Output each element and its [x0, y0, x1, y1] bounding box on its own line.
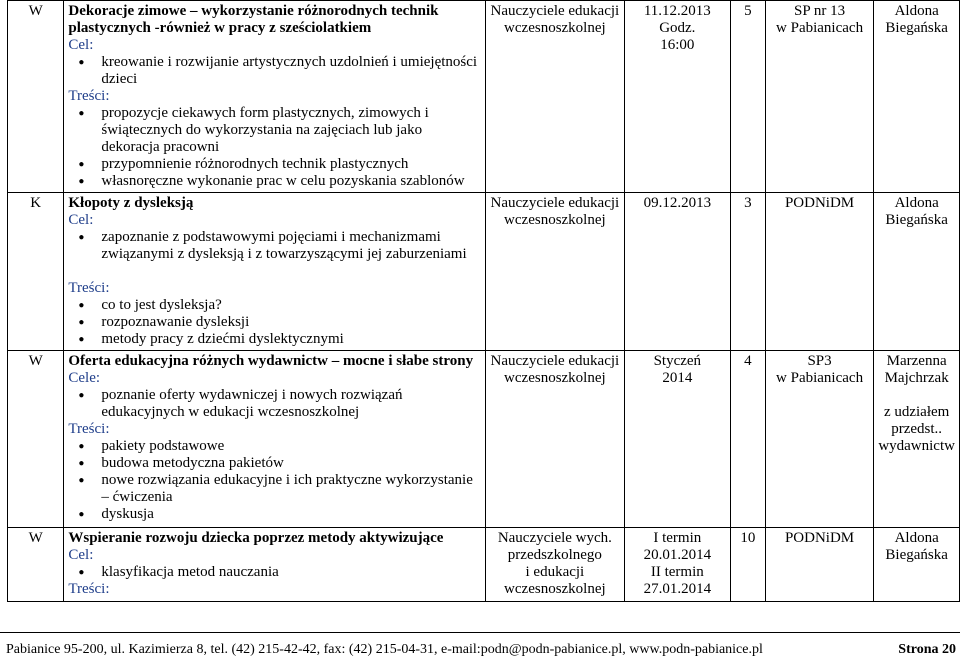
table-row: [8, 351, 960, 528]
row-type: W: [8, 351, 64, 528]
row-type: W: [8, 528, 64, 602]
goal-list: [68, 387, 481, 421]
list-item: ● rozpoznawanie dysleksji: [101, 314, 481, 331]
goal-list: [68, 229, 481, 263]
list-item: ● co to jest dysleksja?: [101, 297, 481, 314]
instructor-cell: Aldona Biegańska: [874, 528, 960, 602]
footer-address: Pabianice 95-200, ul. Kazimierza 8, tel. (42) 215-42-42, fax: (42) 215-04-31, e-mail:podn@podn-pabianice.pl, www.podn-pabianice.pl: [6, 642, 763, 657]
goal-label: Cel:: [68, 37, 94, 53]
list-item: ● własnoręczne wykonanie prac w celu pozyskania szablonów: [101, 173, 481, 190]
hours-cell: 10: [731, 528, 766, 602]
audience-cell: Nauczyciele edukacji wczesnoszkolnej: [486, 1, 624, 193]
content-list: [68, 105, 481, 190]
place-cell: SP nr 13 w Pabianicach: [765, 1, 873, 193]
topic-title: Kłopoty z dysleksją: [68, 195, 194, 211]
content-list: [68, 297, 481, 348]
content-label: Treści:: [68, 421, 110, 437]
list-item: ● kreowanie i rozwijanie artystycznych uzdolnień i umiejętności dzieci: [101, 54, 481, 88]
audience-cell: Nauczyciele wych. przedszkolnego i edukacji wczesnoszkolnej: [486, 528, 624, 602]
goal-list: [68, 54, 481, 88]
audience-cell: Nauczyciele edukacji wczesnoszkolnej: [486, 193, 624, 351]
table-row: [8, 528, 960, 602]
topic-title: Oferta edukacyjna różnych wydawnictw – mocne i słabe strony: [68, 353, 474, 369]
date-cell: Styczeń 2014: [624, 351, 730, 528]
hours-cell: 5: [731, 1, 766, 193]
list-item: ● budowa metodyczna pakietów: [101, 455, 481, 472]
list-item: ● nowe rozwiązania edukacyjne i ich praktyczne wykorzystanie – ćwiczenia: [101, 472, 481, 506]
list-item: ● pakiety podstawowe: [101, 438, 481, 455]
list-item: ● przypomnienie różnorodnych technik plastycznych: [101, 156, 481, 173]
list-item: ● metody pracy z dziećmi dyslektycznymi: [101, 331, 481, 348]
place-cell: SP3 w Pabianicach: [765, 351, 873, 528]
content-label: Treści:: [68, 581, 110, 597]
goal-label: Cele:: [68, 370, 101, 386]
table-row: [8, 193, 960, 351]
instructor-cell: Aldona Biegańska: [874, 193, 960, 351]
list-item: ● klasyfikacja metod nauczania: [101, 564, 481, 581]
topic-cell: [64, 1, 486, 193]
topic-title: Dekoracje zimowe – wykorzystanie różnorodnych technik plastycznych -również w pracy z sześciolatkiem: [68, 3, 439, 36]
hours-cell: 4: [731, 351, 766, 528]
topic-cell: [64, 193, 486, 351]
topic-cell: [64, 351, 486, 528]
content-list: [68, 438, 481, 523]
instructor-cell: Aldona Biegańska: [874, 1, 960, 193]
topic-cell: [64, 528, 486, 602]
table-row: [8, 1, 960, 193]
content-label: Treści:: [68, 280, 110, 296]
list-item: ● poznanie oferty wydawniczej i nowych rozwiązań edukacyjnych w edukacji wczesnoszkolnej: [101, 387, 481, 421]
goal-label: Cel:: [68, 212, 94, 228]
date-cell: 11.12.2013 Godz. 16:00: [624, 1, 730, 193]
hours-cell: 3: [731, 193, 766, 351]
row-type: W: [8, 1, 64, 193]
instructor-cell: Marzenna Majchrzak z udziałem przedst.. wydawnictw: [874, 351, 960, 528]
list-item: ● dyskusja: [101, 506, 481, 523]
footer-divider: [0, 632, 960, 633]
goal-list: [68, 564, 481, 581]
list-item: ● zapoznanie z podstawowymi pojęciami i mechanizmami związanymi z dysleksją i z towarzyszącymi jej zaburzeniami: [101, 229, 481, 263]
place-cell: PODNiDM: [765, 528, 873, 602]
topic-title: Wspieranie rozwoju dziecka poprzez metody aktywizujące: [68, 530, 444, 546]
content-label: Treści:: [68, 88, 110, 104]
date-cell: 09.12.2013: [624, 193, 730, 351]
page-number: Strona 20: [898, 642, 956, 657]
date-cell: I termin 20.01.2014 II termin 27.01.2014: [624, 528, 730, 602]
goal-label: Cel:: [68, 547, 94, 563]
row-type: K: [8, 193, 64, 351]
list-item: ● propozycje ciekawych form plastycznych, zimowych i świątecznych do wykorzystania na zajęciach lub jako dekoracja pracowni: [101, 105, 481, 156]
place-cell: PODNiDM: [765, 193, 873, 351]
schedule-table: [7, 0, 960, 602]
audience-cell: Nauczyciele edukacji wczesnoszkolnej: [486, 351, 624, 528]
